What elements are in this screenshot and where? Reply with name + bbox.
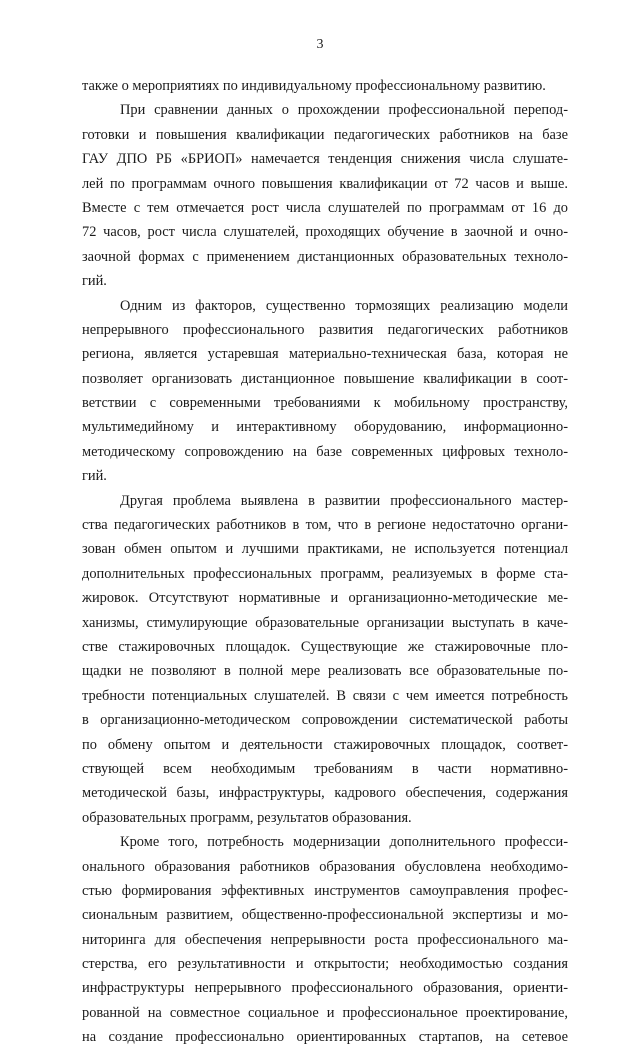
text-line: методическому сопровождению на базе современных цифровых техноло- bbox=[82, 443, 568, 460]
text-line: позволяет организовать дистанционное повышение квалификации в соот- bbox=[82, 370, 568, 387]
text-line: сиональным развитием, общественно-профессиональной экспертизы и мо- bbox=[82, 907, 568, 924]
text-line: также о мероприятиях по индивидуальному профессиональному развитию. bbox=[82, 78, 546, 94]
text-line: При сравнении данных о прохождении профессиональной перепод- bbox=[120, 102, 568, 119]
text-line: стью формирования эффективных инструментов самоуправления профес- bbox=[82, 882, 568, 899]
paragraph bbox=[82, 830, 568, 1050]
text-line: онального образования работников образования обусловлена необходимо- bbox=[82, 858, 568, 875]
text-line: ствующей всем необходимым требованиям в части нормативно- bbox=[82, 760, 568, 777]
text-line: региона, является устаревшая материально-техническая база, которая не bbox=[82, 346, 568, 363]
text-line: рованной на совместное социальное и профессиональное проектирование, bbox=[82, 1004, 568, 1021]
text-line: ханизмы, стимулирующие образовательные организации выступать в каче- bbox=[82, 614, 568, 631]
text-line: инфраструктуры непрерывного профессионального образования, ориенти- bbox=[82, 980, 568, 997]
text-line: 72 часов, рост числа слушателей, проходящих обучение в заочной и очно- bbox=[82, 224, 568, 241]
text-line: стерства, его результативности и открытости; необходимостью создания bbox=[82, 956, 568, 973]
text-line: Одним из факторов, существенно тормозящих реализацию модели bbox=[120, 297, 568, 314]
document-body bbox=[82, 74, 568, 1050]
text-line: требности потенциальных слушателей. В связи с чем имеется потребность bbox=[82, 687, 568, 704]
text-line: ГАУ ДПО РБ «БРИОП» намечается тенденция снижения числа слушате- bbox=[82, 151, 568, 168]
paragraph bbox=[82, 294, 568, 489]
text-line: заочной формах с применением дистанционных образовательных техноло- bbox=[82, 248, 568, 265]
text-line: на создание профессионально ориентированных стартапов, на сетевое bbox=[82, 1029, 568, 1046]
text-line: дополнительных профессиональных программ, реализуемых в форме ста- bbox=[82, 565, 568, 582]
page-number: 3 bbox=[316, 37, 324, 52]
paragraph bbox=[82, 489, 568, 830]
text-line: ниторинга для обеспечения непрерывности роста профессионального ма- bbox=[82, 931, 568, 948]
text-line: непрерывного профессионального развития педагогических работников bbox=[82, 321, 568, 338]
text-line: стве стажировочных площадок. Существующие же стажировочные пло- bbox=[82, 638, 568, 655]
paragraph bbox=[82, 74, 568, 98]
text-line: гий. bbox=[82, 468, 107, 485]
paragraph bbox=[82, 98, 568, 293]
text-line: ства педагогических работников в том, что в регионе недостаточно органи- bbox=[82, 517, 568, 534]
text-line: методической базы, инфраструктуры, кадрового обеспечения, содержания bbox=[82, 785, 568, 802]
text-line: ветствии с современными требованиями к мобильному пространству, bbox=[82, 395, 568, 412]
text-line: в организационно-методическом сопровождении систематической работы bbox=[82, 712, 568, 729]
text-line: мультимедийному и интерактивному оборудованию, информационно- bbox=[82, 419, 568, 436]
text-line: Вместе с тем отмечается рост числа слушателей по программам от 16 до bbox=[82, 199, 568, 216]
text-line: готовки и повышения квалификации педагогических работников на базе bbox=[82, 126, 568, 143]
text-line: щадки не позволяют в полной мере реализовать все образовательные по- bbox=[82, 663, 568, 680]
text-line: гий. bbox=[82, 273, 107, 290]
text-line: образовательных программ, результатов образования. bbox=[82, 809, 412, 826]
text-line: лей по программам очного повышения квалификации от 72 часов и выше. bbox=[82, 175, 568, 192]
text-line: зован обмен опытом и лучшими практиками, не используется потенциал bbox=[82, 541, 568, 558]
text-line: Кроме того, потребность модернизации дополнительного професси- bbox=[120, 834, 568, 851]
text-line: Другая проблема выявлена в развитии профессионального мастер- bbox=[120, 492, 568, 509]
text-line: по обмену опытом и деятельности стажировочных площадок, соответ- bbox=[82, 736, 568, 753]
text-line: жировок. Отсутствуют нормативные и организационно-методические ме- bbox=[82, 590, 568, 607]
